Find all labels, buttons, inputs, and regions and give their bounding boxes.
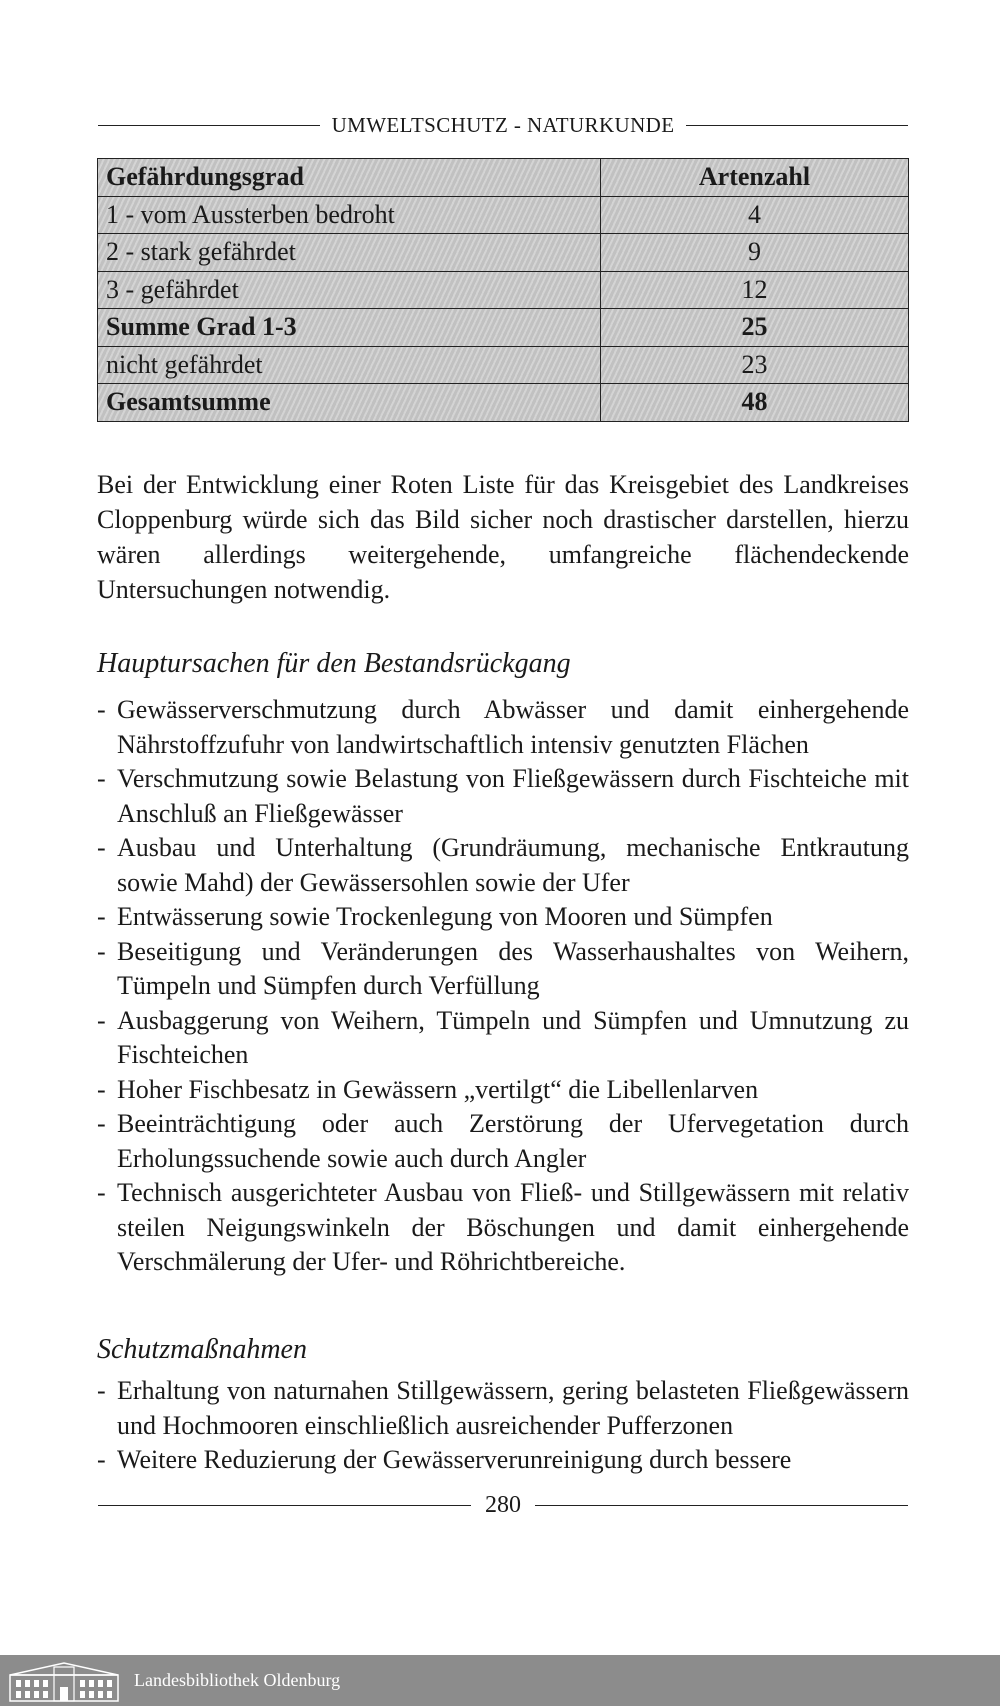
table-header-row: [98, 159, 909, 197]
list-item: - Technisch ausgerichteter Ausbau von Fließ- und Stillgewässern mit relativ steilen Neigungswinkeln der Böschungen und damit einhergehende Verschmälerung der Ufer- und Röhrichtbereiche.: [97, 1176, 909, 1280]
list-item: - Erhaltung von naturnahen Stillgewässern, gering belasteten Fließgewässern und Hochmooren einschließlich ausreichender Pufferzonen: [97, 1374, 909, 1443]
running-header: [98, 110, 908, 140]
section-heading-measures: Schutzmaßnahmen: [97, 1334, 307, 1365]
row-label: 3 - gefährdet: [98, 271, 601, 309]
endangerment-table: [97, 158, 909, 422]
list-item: - Ausbaggerung von Weihern, Tümpeln und Sümpfen und Umnutzung zu Fischteichen: [97, 1004, 909, 1073]
library-building-icon: [8, 1659, 120, 1703]
column-header-count: Artenzahl: [601, 159, 909, 197]
column-header-grade: Gefährdungsgrad: [98, 159, 601, 197]
header-rule-right: [686, 125, 908, 126]
list-item: - Beseitigung und Veränderungen des Wasserhaushaltes von Weihern, Tümpeln und Sümpfen durch Verfüllung: [97, 935, 909, 1004]
row-value: 12: [601, 271, 909, 309]
section-heading-causes: Hauptursachen für den Bestandsrückgang: [97, 648, 571, 679]
list-item: - Beeinträchtigung oder auch Zerstörung der Ufervegetation durch Erholungssuchende sowie auch durch Angler: [97, 1107, 909, 1176]
list-item: - Weitere Reduzierung der Gewässerverunreinigung durch bessere: [97, 1443, 909, 1478]
table-row-total: [98, 384, 909, 422]
header-title: UMWELTSCHUTZ - NATURKUNDE: [331, 112, 675, 137]
row-label: nicht gefährdet: [98, 346, 601, 384]
page-number: 280: [485, 1491, 521, 1518]
library-watermark-bar: [0, 1655, 1000, 1706]
table-row: [98, 346, 909, 384]
row-label: Gesamtsumme: [98, 384, 601, 422]
page-footer: [98, 1488, 908, 1522]
list-item: - Ausbau und Unterhaltung (Grundräumung, mechanische Entkrautung sowie Mahd) der Gewässersohlen sowie der Ufer: [97, 831, 909, 900]
row-value: 23: [601, 346, 909, 384]
causes-list: [97, 693, 909, 1280]
list-item: - Hoher Fischbesatz in Gewässern „vertilgt“ die Libellenlarven: [97, 1073, 909, 1108]
list-item: - Gewässerverschmutzung durch Abwässer und damit einhergehende Nährstoffzufuhr von landwirtschaftlich intensiv genutzten Flächen: [97, 693, 909, 762]
footer-rule-left: [98, 1505, 471, 1506]
row-value: 25: [601, 309, 909, 347]
row-value: 9: [601, 234, 909, 272]
intro-paragraph: Bei der Entwicklung einer Roten Liste für das Kreisgebiet des Landkreises Cloppenburg würde sich das Bild sicher noch drastischer darstellen, hierzu wären allerdings weitergehende, umfangreiche flächendeckende Untersuchungen notwendig.: [97, 470, 909, 604]
list-item: - Verschmutzung sowie Belastung von Fließgewässern durch Fischteiche mit Anschluß an Fließgewässer: [97, 762, 909, 831]
table-row: [98, 271, 909, 309]
table-row-subtotal: [98, 309, 909, 347]
footer-rule-right: [535, 1505, 908, 1506]
table-row: [98, 196, 909, 234]
library-name: Landesbibliothek Oldenburg: [134, 1670, 341, 1690]
row-label: 1 - vom Aussterben bedroht: [98, 196, 601, 234]
header-rule-left: [98, 125, 320, 126]
list-item: - Entwässerung sowie Trockenlegung von Mooren und Sümpfen: [97, 900, 909, 935]
table-row: [98, 234, 909, 272]
measures-list: [97, 1374, 909, 1478]
row-value: 48: [601, 384, 909, 422]
row-label: 2 - stark gefährdet: [98, 234, 601, 272]
row-value: 4: [601, 196, 909, 234]
row-label: Summe Grad 1-3: [98, 309, 601, 347]
